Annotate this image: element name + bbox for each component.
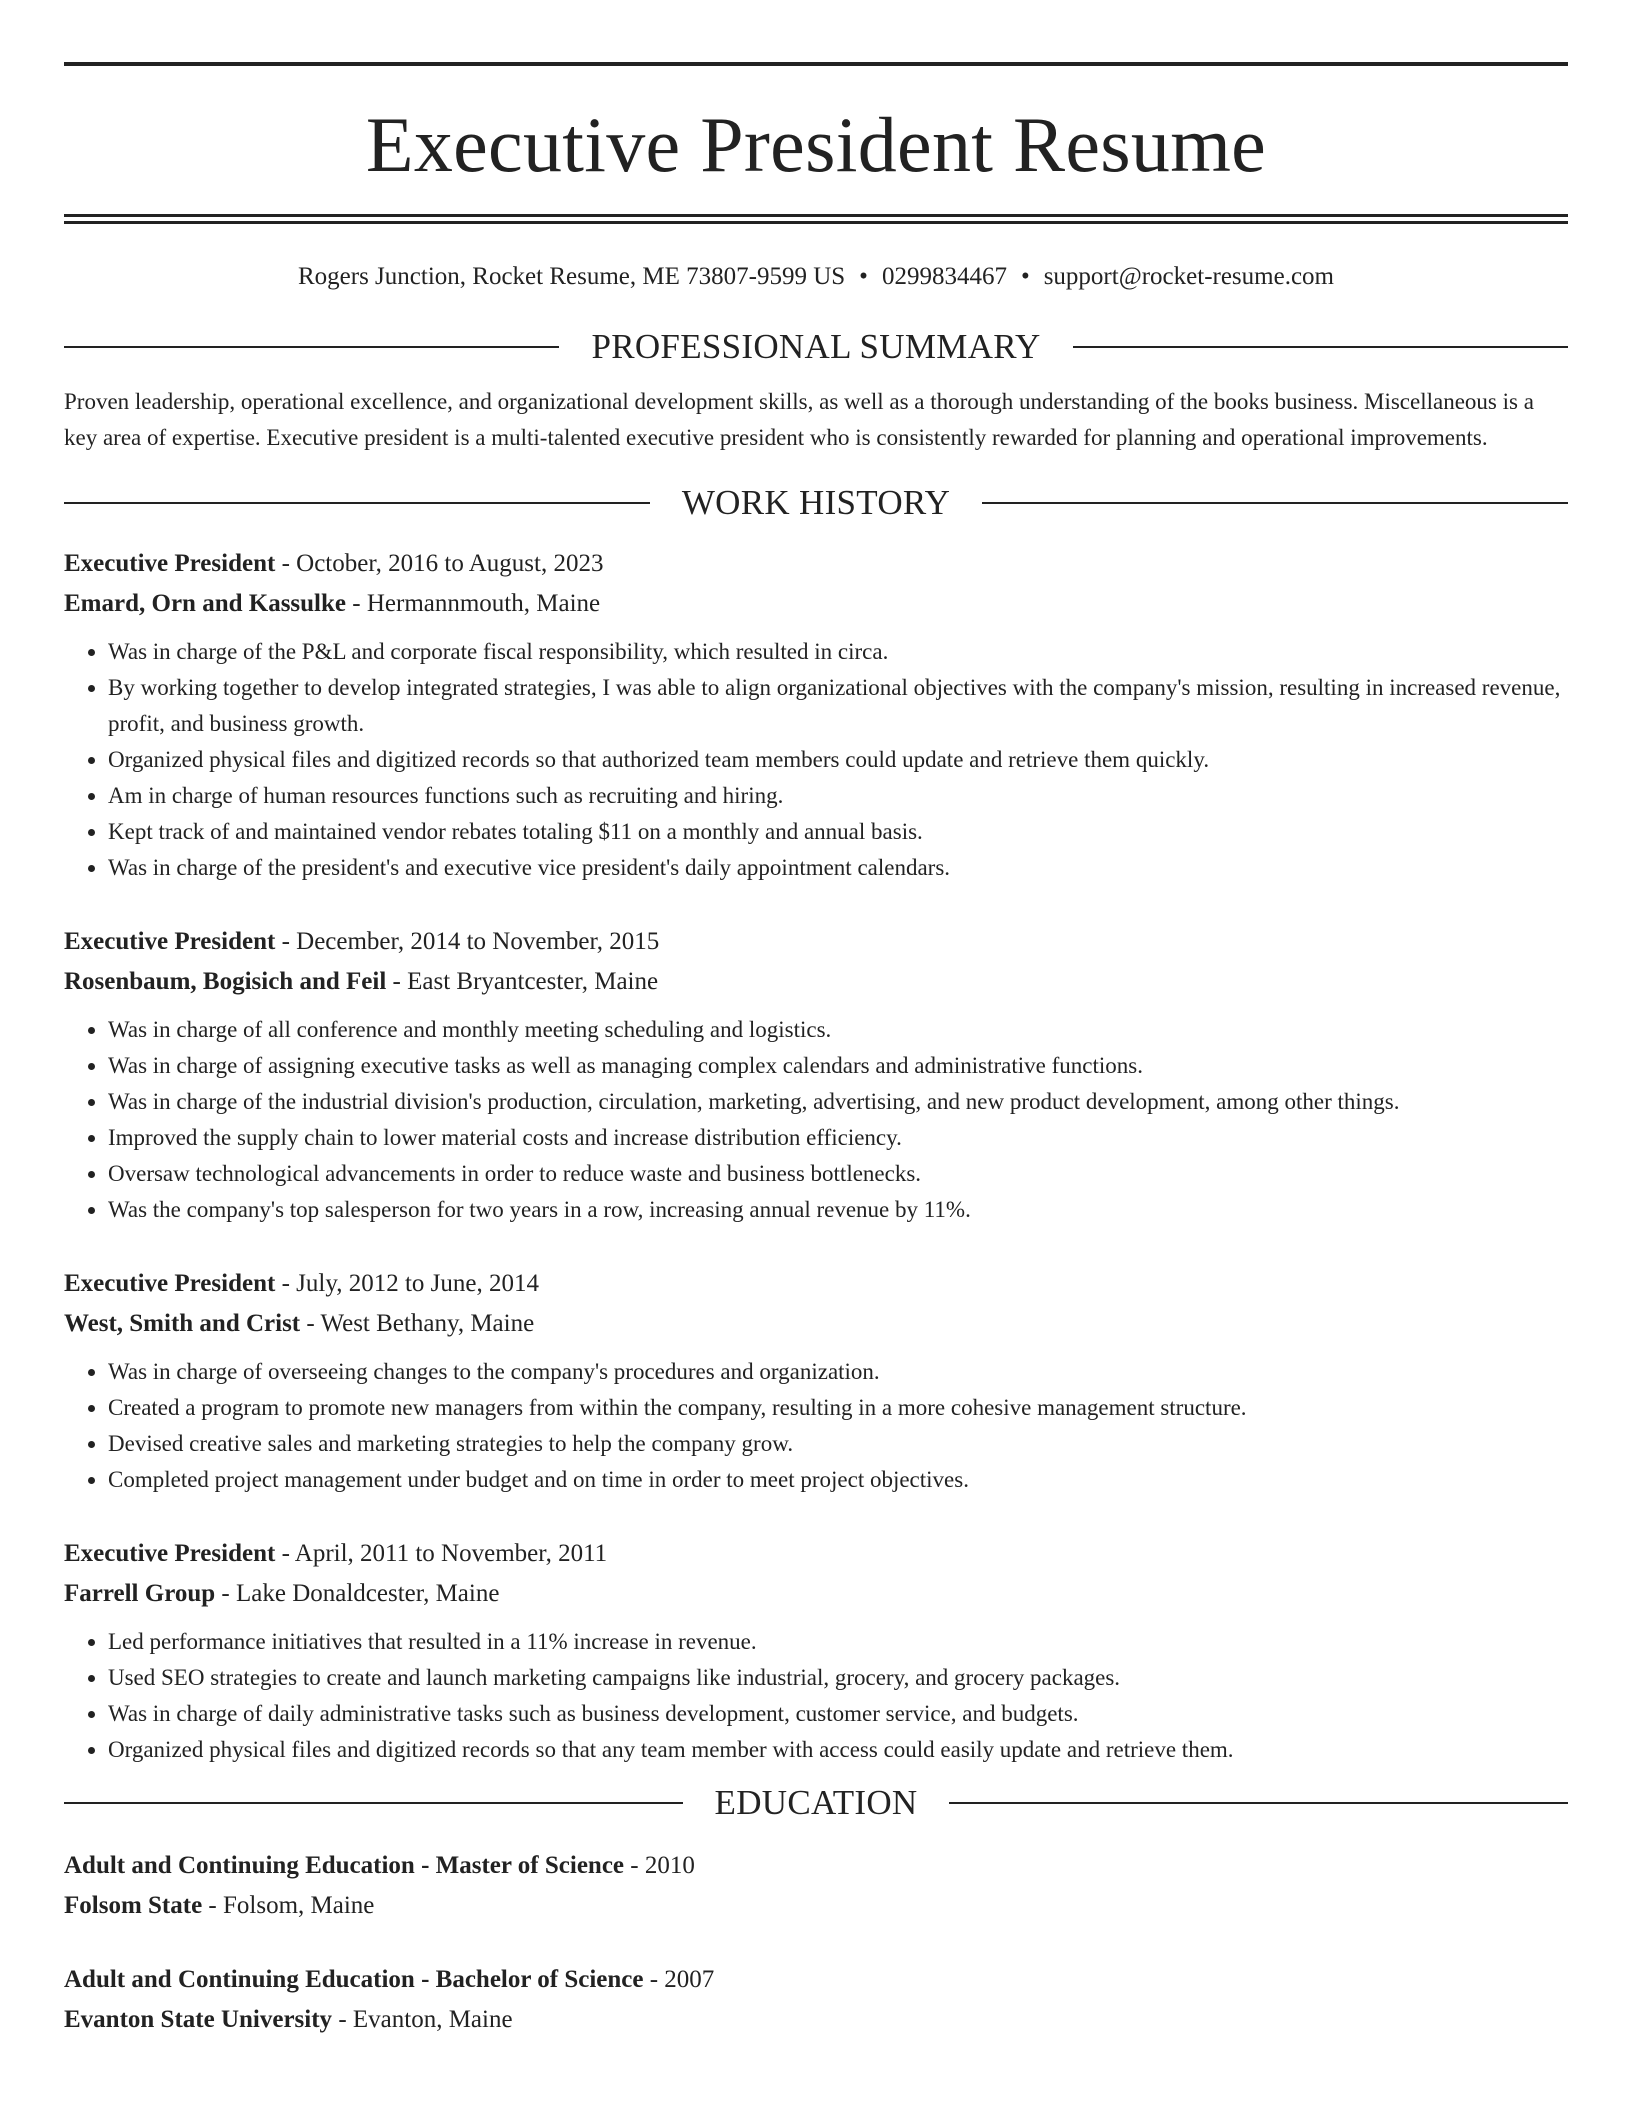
section-heading-education xyxy=(64,1782,1568,1824)
education-degree: Adult and Continuing Education - Bachelor of Science xyxy=(64,1966,644,1993)
job-title: Executive President xyxy=(64,928,276,955)
heading-rule-left xyxy=(64,1802,683,1804)
professional-summary-text: Proven leadership, operational excellence, and organizational development skills, as well as a thorough understanding of the books business. Miscellaneous is a key area of expertise. Executive president is a multi-talented executive president who is consistently rewarded for planning and operational improvements. xyxy=(64,389,1534,450)
job-title-line xyxy=(64,1264,1568,1304)
job-company: Farrell Group xyxy=(64,1580,216,1607)
list-item: • Organized physical files and digitized records so that any team member with access could easily update and retrieve them. xyxy=(108,1732,1568,1768)
job-entry xyxy=(64,1264,1568,1498)
list-item: • Was in charge of assigning executive tasks as well as managing complex calendars and administrative functions. xyxy=(108,1048,1568,1084)
education-school-line xyxy=(64,1886,1568,1926)
heading-rule-left xyxy=(64,346,559,348)
job-location: - East Bryantcester, Maine xyxy=(392,968,659,995)
job-company: Rosenbaum, Bogisich and Feil xyxy=(64,968,387,995)
job-dates: - July, 2012 to June, 2014 xyxy=(281,1270,539,1297)
job-company-line xyxy=(64,1574,1568,1614)
list-item: • Was in charge of the president's and executive vice president's daily appointment calendars. xyxy=(108,850,1568,886)
list-item: • By working together to develop integrated strategies, I was able to align organizational objectives with the company's mission, resulting in increased revenue, profit, and business growth. xyxy=(108,670,1568,742)
title-double-rule xyxy=(64,214,1568,224)
job-bullets xyxy=(64,1354,1568,1498)
education-entry xyxy=(64,1960,1568,2040)
education-location: - Folsom, Maine xyxy=(208,1892,375,1919)
job-bullets xyxy=(64,634,1568,886)
education-degree-line xyxy=(64,1846,1568,1886)
page-title: Executive President Resume xyxy=(365,101,1267,188)
section-heading-work xyxy=(64,482,1568,524)
contact-phone: 0299834467 xyxy=(881,263,1007,290)
job-title-line xyxy=(64,1534,1568,1574)
contact-address: Rogers Junction, Rocket Resume, ME 73807-9599 US xyxy=(297,263,846,290)
job-entry xyxy=(64,1534,1568,1768)
job-title-line xyxy=(64,544,1568,584)
job-bullets xyxy=(64,1012,1568,1228)
job-bullets xyxy=(64,1624,1568,1768)
list-item: • Completed project management under budget and on time in order to meet project objectives. xyxy=(108,1462,1568,1498)
contact-separator: • xyxy=(859,263,868,290)
contact-line xyxy=(64,262,1568,292)
job-entry xyxy=(64,544,1568,886)
list-item: • Was in charge of the P&L and corporate fiscal responsibility, which resulted in circa. xyxy=(108,634,1568,670)
list-item: • Organized physical files and digitized records so that authorized team members could update and retrieve them quickly. xyxy=(108,742,1568,778)
list-item: • Used SEO strategies to create and launch marketing campaigns like industrial, grocery, and grocery packages. xyxy=(108,1660,1568,1696)
job-location: - Hermannmouth, Maine xyxy=(352,590,601,617)
section-heading-summary xyxy=(64,326,1568,368)
list-item: • Am in charge of human resources functions such as recruiting and hiring. xyxy=(108,778,1568,814)
list-item: • Was the company's top salesperson for two years in a row, increasing annual revenue by 11%. xyxy=(108,1192,1568,1228)
heading-rule-right xyxy=(1073,346,1568,348)
contact-email: support@rocket-resume.com xyxy=(1043,263,1334,290)
list-item: • Devised creative sales and marketing strategies to help the company grow. xyxy=(108,1426,1568,1462)
list-item: • Kept track of and maintained vendor rebates totaling $11 on a monthly and annual basis. xyxy=(108,814,1568,850)
list-item: • Led performance initiatives that resulted in a 11% increase in revenue. xyxy=(108,1624,1568,1660)
education-year: - 2007 xyxy=(649,1966,715,1993)
job-company: West, Smith and Crist xyxy=(64,1310,301,1337)
education-year: - 2010 xyxy=(630,1852,695,1879)
list-item: • Was in charge of all conference and monthly meeting scheduling and logistics. xyxy=(108,1012,1568,1048)
heading-rule-right xyxy=(982,502,1568,504)
section-title: WORK HISTORY xyxy=(681,483,951,522)
job-title: Executive President xyxy=(64,1540,276,1567)
job-company-line xyxy=(64,962,1568,1002)
job-company: Emard, Orn and Kassulke xyxy=(64,590,347,617)
list-item: • Oversaw technological advancements in order to reduce waste and business bottlenecks. xyxy=(108,1156,1568,1192)
list-item: • Was in charge of overseeing changes to the company's procedures and organization. xyxy=(108,1354,1568,1390)
job-company-line xyxy=(64,1304,1568,1344)
job-location: - Lake Donaldcester, Maine xyxy=(221,1580,500,1607)
list-item: • Was in charge of daily administrative tasks such as business development, customer service, and budgets. xyxy=(108,1696,1568,1732)
education-school: Evanton State University xyxy=(64,2006,333,2033)
education-degree-line xyxy=(64,1960,1568,2000)
job-dates: - December, 2014 to November, 2015 xyxy=(281,928,660,955)
education-school: Folsom State xyxy=(64,1892,203,1919)
job-company-line xyxy=(64,584,1568,624)
education-degree: Adult and Continuing Education - Master of Science xyxy=(64,1852,625,1879)
list-item: • Created a program to promote new managers from within the company, resulting in a more cohesive management structure. xyxy=(108,1390,1568,1426)
contact-separator: • xyxy=(1020,263,1030,290)
education-entry xyxy=(64,1846,1568,1926)
section-title: EDUCATION xyxy=(714,1783,918,1822)
job-dates: - October, 2016 to August, 2023 xyxy=(281,550,604,577)
heading-rule-right xyxy=(949,1802,1568,1804)
job-location: - West Bethany, Maine xyxy=(306,1310,535,1337)
job-title: Executive President xyxy=(64,1270,276,1297)
job-title-line xyxy=(64,922,1568,962)
heading-rule-left xyxy=(64,502,650,504)
list-item: • Improved the supply chain to lower material costs and increase distribution efficiency. xyxy=(108,1120,1568,1156)
education-school-line xyxy=(64,2000,1568,2040)
list-item: • Was in charge of the industrial division's production, circulation, marketing, advertising, and new product development, among other things. xyxy=(108,1084,1568,1120)
job-entry xyxy=(64,922,1568,1228)
section-title: PROFESSIONAL SUMMARY xyxy=(591,327,1041,366)
education-location: - Evanton, Maine xyxy=(338,2006,513,2033)
job-title: Executive President xyxy=(64,550,276,577)
job-dates: - April, 2011 to November, 2011 xyxy=(281,1540,608,1567)
